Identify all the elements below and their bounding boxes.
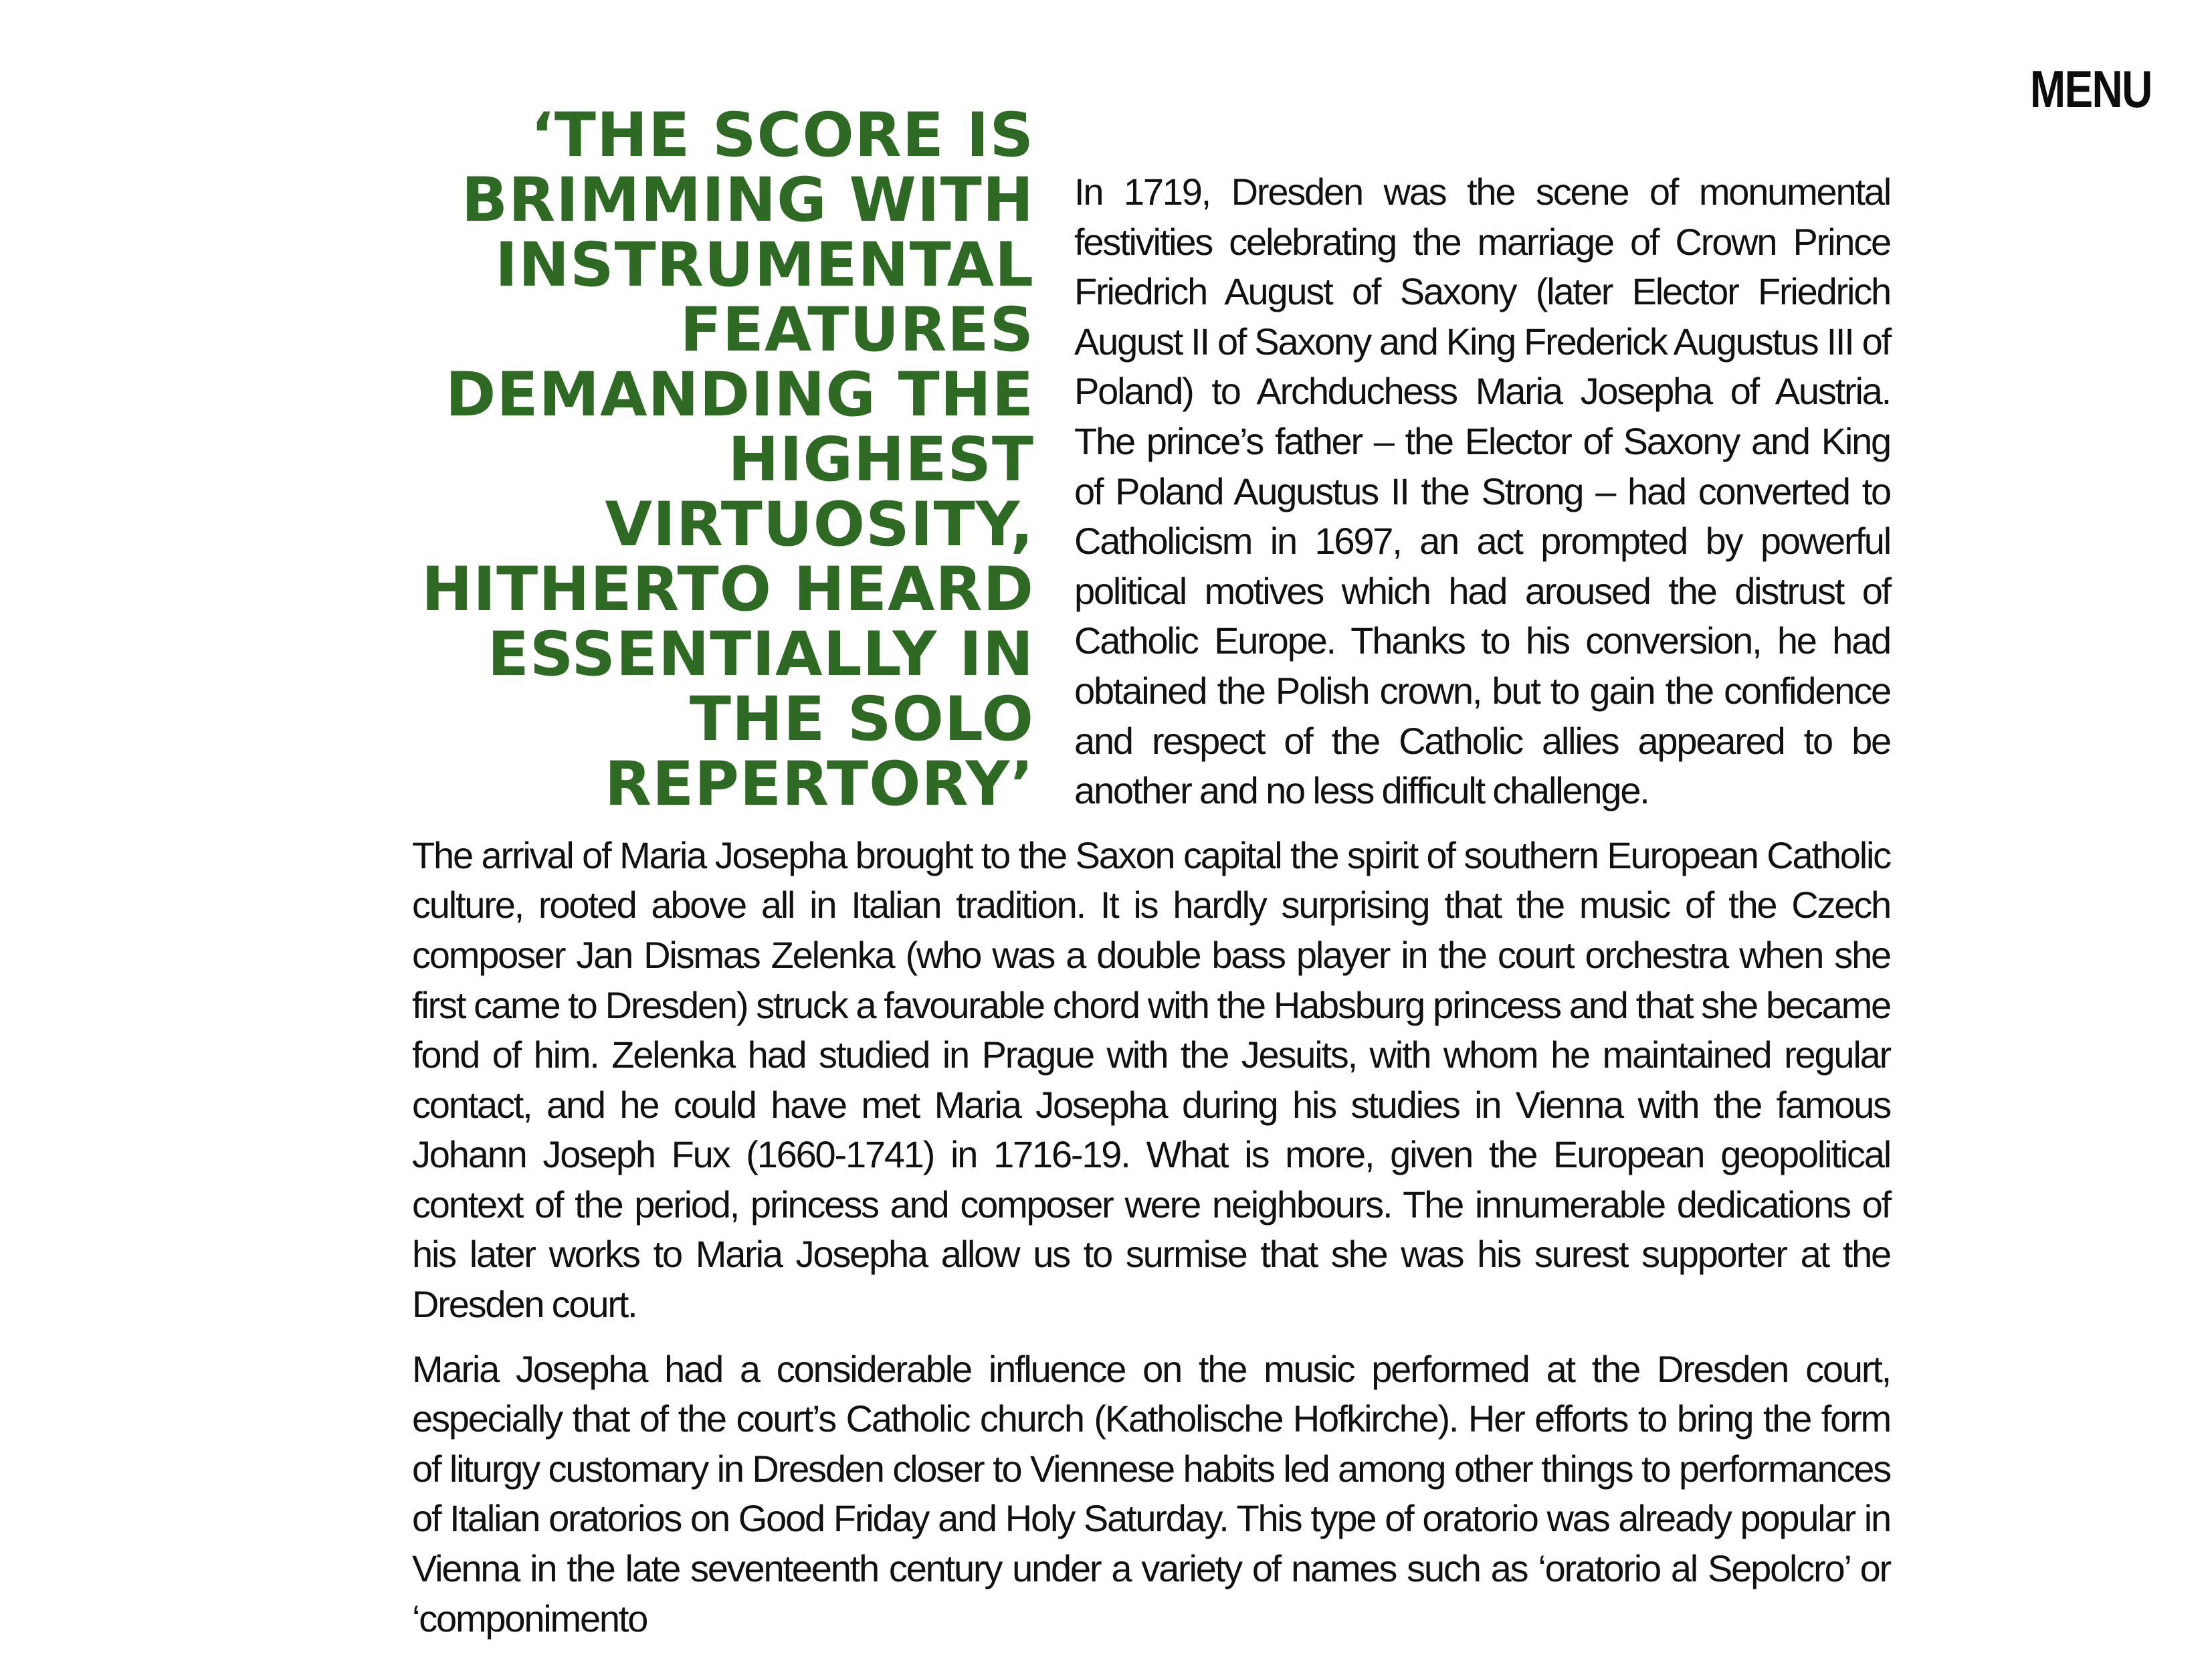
pull-quote: ‘THE SCORE IS BRIMMING WITH INSTRUMENTAL FEATURES DEMANDING THE HIGHEST VIRTUOSITY, HITHERTO HEARD ESSENTIALLY IN THE SOLO REPERTORY’	[421, 100, 1034, 819]
paragraph-3: Maria Josepha had a considerable influence on the music performed at the Dresden court, especially that of the court’s Catholic church (Katholische Hofkirche). Her efforts to bring the form of liturgy customary in Dresden closer to Viennese habits led among other things to performances of Italian oratorios on Good Friday and Holy Saturday. This type of oratorio was already popular in Vienna in the late seventeenth century under a variety of names such as ‘oratorio al Sepolcro’ or ‘componimento	[412, 1347, 1890, 1640]
article	[412, 100, 1890, 1658]
paragraph-2: The arrival of Maria Josepha brought to the Saxon capital the spirit of southern European Catholic culture, rooted above all in Italian tradition. It is hardly surprising that the music of the Czech composer Jan Dismas Zelenka (who was a double bass player in the court orchestra when she first came to Dresden) struck a favourable chord with the Habsburg princess and that she became fond of him. Zelenka had studied in Prague with the Jesuits, with whom he maintained regular contact, and he could have met Maria Josepha during his studies in Vienna with the famous Johann Joseph Fux (1660-1741) in 1716-19. What is more, given the European geopolitical context of the period, princess and composer were neighbours. The innumerable dedications of his later works to Maria Josepha allow us to surmise that she was his surest supporter at the Dresden court.	[412, 834, 1890, 1326]
menu-button[interactable]: MENU	[2030, 60, 2152, 118]
paragraph-1: In 1719, Dresden was the scene of monumental festivities celebrating the marriage of Crown Prince Friedrich August of Saxony (later Elector Friedrich August II of Saxony and King Frederick Augustus III of Poland) to Archduchess Maria Josepha of Austria. The prince’s father – the Elector of Saxony and King of Poland Augustus II the Strong – had converted to Catholicism in 1697, an act prompted by powerful political motives which had aroused the distrust of Catholic Europe. Thanks to his conversion, he had obtained the Polish crown, but to gain the confidence and respect of the Catholic allies appeared to be another and no less difficult challenge.	[1074, 171, 1890, 812]
